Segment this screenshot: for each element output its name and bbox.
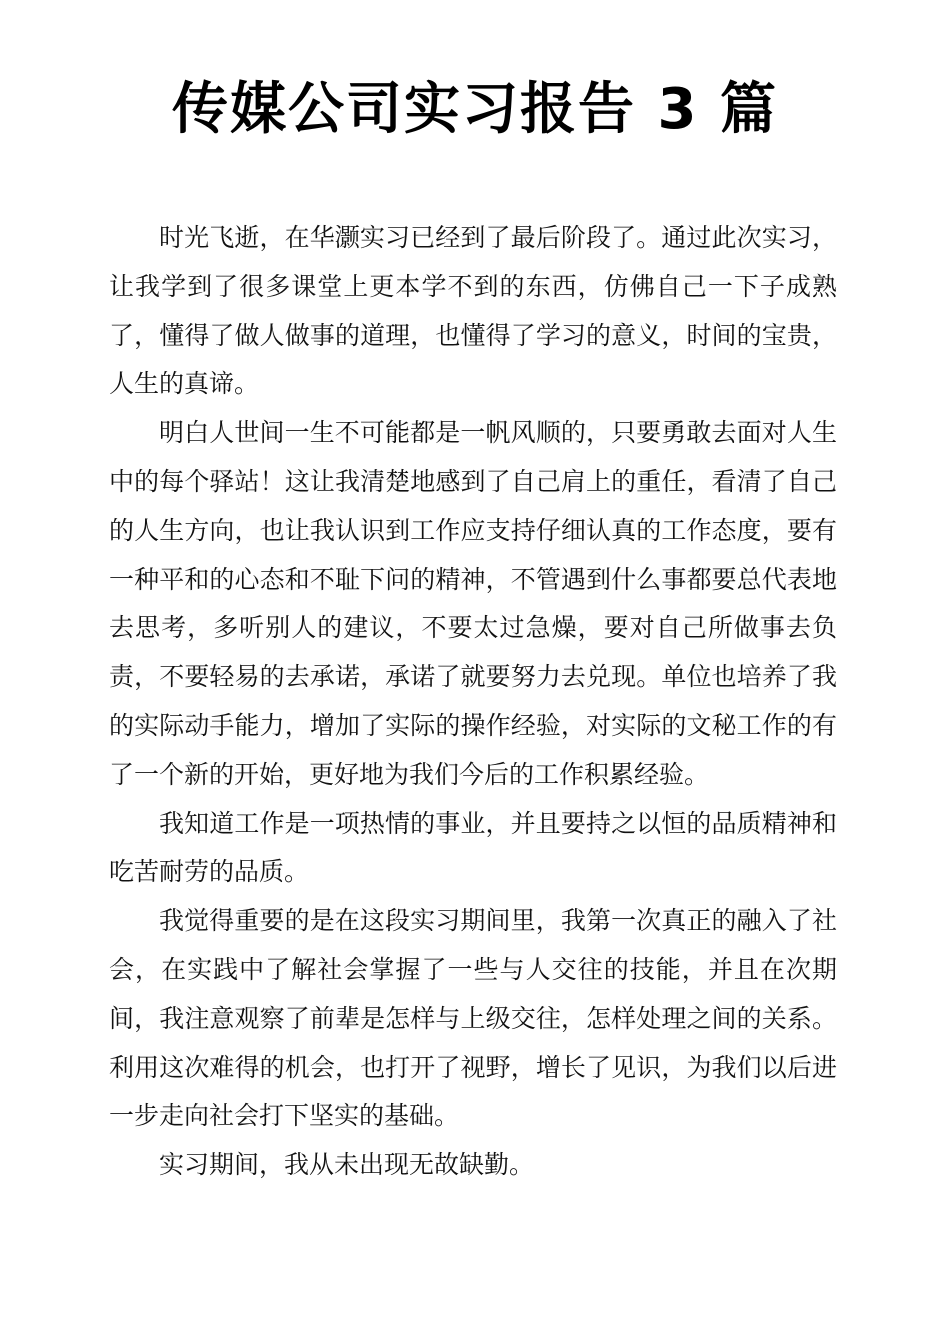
paragraph: 我觉得重要的是在这段实习期间里，我第一次真正的融入了社会，在实践中了解社会掌握了一些与人交往的技能，并且在次期间，我注意观察了前辈是怎样与上级交往，怎样处理之间的关系。利用这次难得的机会，也打开了视野，增长了见识，为我们以后进一步走向社会打下坚实的基础。 [109, 906, 837, 1131]
paragraph: 明白人世间一生不可能都是一帆风顺的，只要勇敢去面对人生中的每个驿站！这让我清楚地感到了自己肩上的重任，看清了自己的人生方向，也让我认识到工作应支持仔细认真的工作态度，要有一种平和的心态和不耻下问的精神，不管遇到什么事都要总代表地去思考，多听别人的建议，不要太过急燥，要对自己所做事去负责，不要轻易的去承诺，承诺了就要努力去兑现。单位也培养了我的实际动手能力，增加了实际的操作经验，对实际的文秘工作的有了一个新的开始，更好地为我们今后的工作积累经验。 [109, 418, 837, 789]
document-title: 传媒公司实习报告 3 篇 [172, 77, 778, 142]
paragraph: 我知道工作是一项热情的事业，并且要持之以恒的品质精神和吃苦耐劳的品质。 [109, 808, 837, 887]
document-body [109, 214, 837, 1190]
paragraph: 实习期间，我从未出现无故缺勤。 [159, 1150, 535, 1180]
paragraph: 时光飞逝，在华灏实习已经到了最后阶段了。通过此次实习，让我学到了很多课堂上更本学不到的东西，仿佛自己一下子成熟了，懂得了做人做事的道理，也懂得了学习的意义，时间的宝贵，人生的真谛。 [109, 223, 837, 399]
